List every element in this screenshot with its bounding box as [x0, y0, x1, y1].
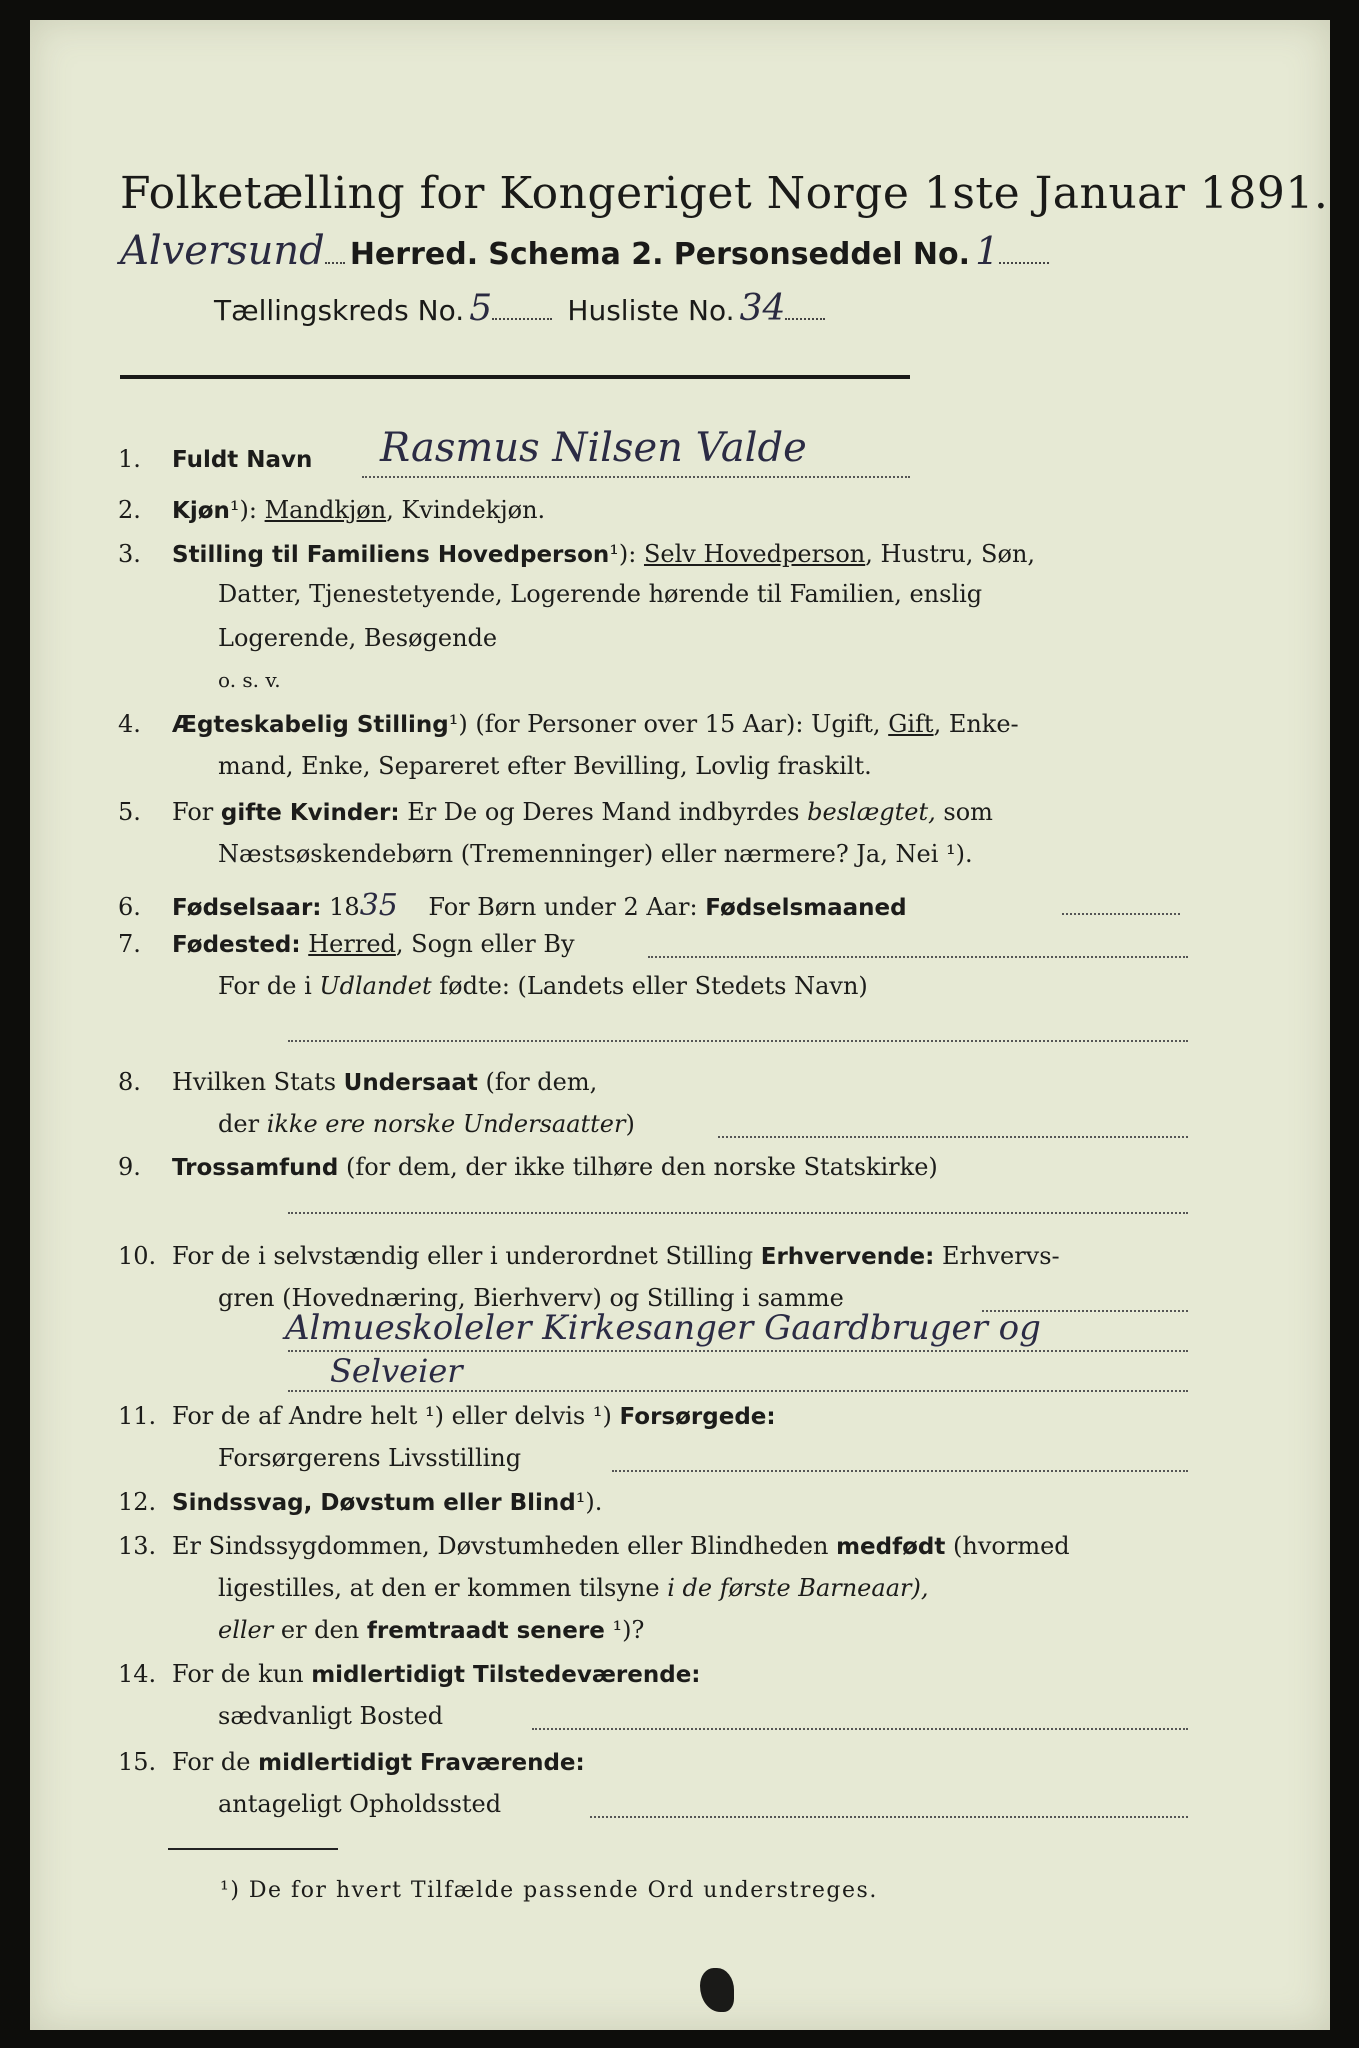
field-10-value-line1: Almueskoleler Kirkesanger Gaardbruger og	[285, 1308, 1041, 1348]
header-rule	[120, 375, 910, 379]
field-2: 2. Kjøn¹): Mandkjøn, Kvindekjøn.	[118, 496, 546, 524]
field-3: 3. Stilling til Familiens Hovedperson¹): Selv Hovedperson, Hustru, Søn,	[118, 540, 1036, 568]
field-5: 5. For gifte Kvinder: Er De og Deres Mand indbyrdes beslægtet, som	[118, 798, 993, 826]
field-3-selected: Selv Hovedperson	[643, 540, 866, 568]
schema-label: Schema 2.	[488, 237, 664, 272]
field-4-selected: Gift	[888, 710, 934, 738]
field-1: 1. Fuldt Navn	[118, 445, 313, 473]
herred-label: Herred.	[349, 237, 479, 272]
footnote-rule	[168, 1848, 338, 1850]
field-2-selected: Mandkjøn	[264, 496, 387, 524]
personseddel-value: 1	[975, 229, 1000, 273]
field-1-value: Rasmus Nilsen Valde	[380, 425, 807, 471]
header-kreds-line	[214, 288, 825, 329]
field-11: 11. For de af Andre helt ¹) eller delvis ¹) Forsørgede:	[118, 1402, 776, 1430]
husliste-label: Husliste No.	[567, 294, 735, 327]
personseddel-label: Personseddel No.	[673, 237, 971, 272]
field-7: 7. Fødested: Herred, Sogn eller By	[118, 930, 575, 958]
field-13: 13. Er Sindssygdommen, Døvstumheden eller Blindheden medfødt (hvormed	[118, 1532, 1070, 1560]
form-title: Folketælling for Kongeriget Norge 1ste Januar 1891.	[120, 168, 1329, 219]
field-10: 10. For de i selvstændig eller i underordnet Stilling Erhvervende: Erhvervs-	[118, 1242, 1060, 1270]
field-14: 14. For de kun midlertidigt Tilstedeværende:	[118, 1660, 701, 1688]
field-1-label: Fuldt Navn	[172, 447, 313, 473]
husliste-value: 34	[739, 288, 786, 329]
field-8: 8. Hvilken Stats Undersaat (for dem,	[118, 1068, 598, 1096]
field-4: 4. Ægteskabelig Stilling¹) (for Personer over 15 Aar): Ugift, Gift, Enke-	[118, 710, 1019, 738]
field-12: 12. Sindssvag, Døvstum eller Blind¹).	[118, 1488, 603, 1516]
field-10-value-line2: Selveier	[330, 1352, 463, 1390]
field-15: 15. For de midlertidigt Fraværende:	[118, 1748, 585, 1776]
field-6-value: 35	[359, 888, 398, 923]
field-6: 6. Fødselsaar: 1835 For Børn under 2 Aar: Fødselsmaaned	[118, 888, 907, 923]
kreds-label: Tællingskreds No.	[214, 294, 465, 327]
field-7-selected: Herred	[308, 930, 396, 958]
footnote: ¹) De for hvert Tilfælde passende Ord understreges.	[220, 1878, 878, 1903]
header-herred-line	[120, 228, 1049, 274]
field-9: 9. Trossamfund (for dem, der ikke tilhøre den norske Statskirke)	[118, 1153, 938, 1181]
herred-value: Alversund	[120, 228, 325, 274]
kreds-value: 5	[469, 288, 493, 329]
